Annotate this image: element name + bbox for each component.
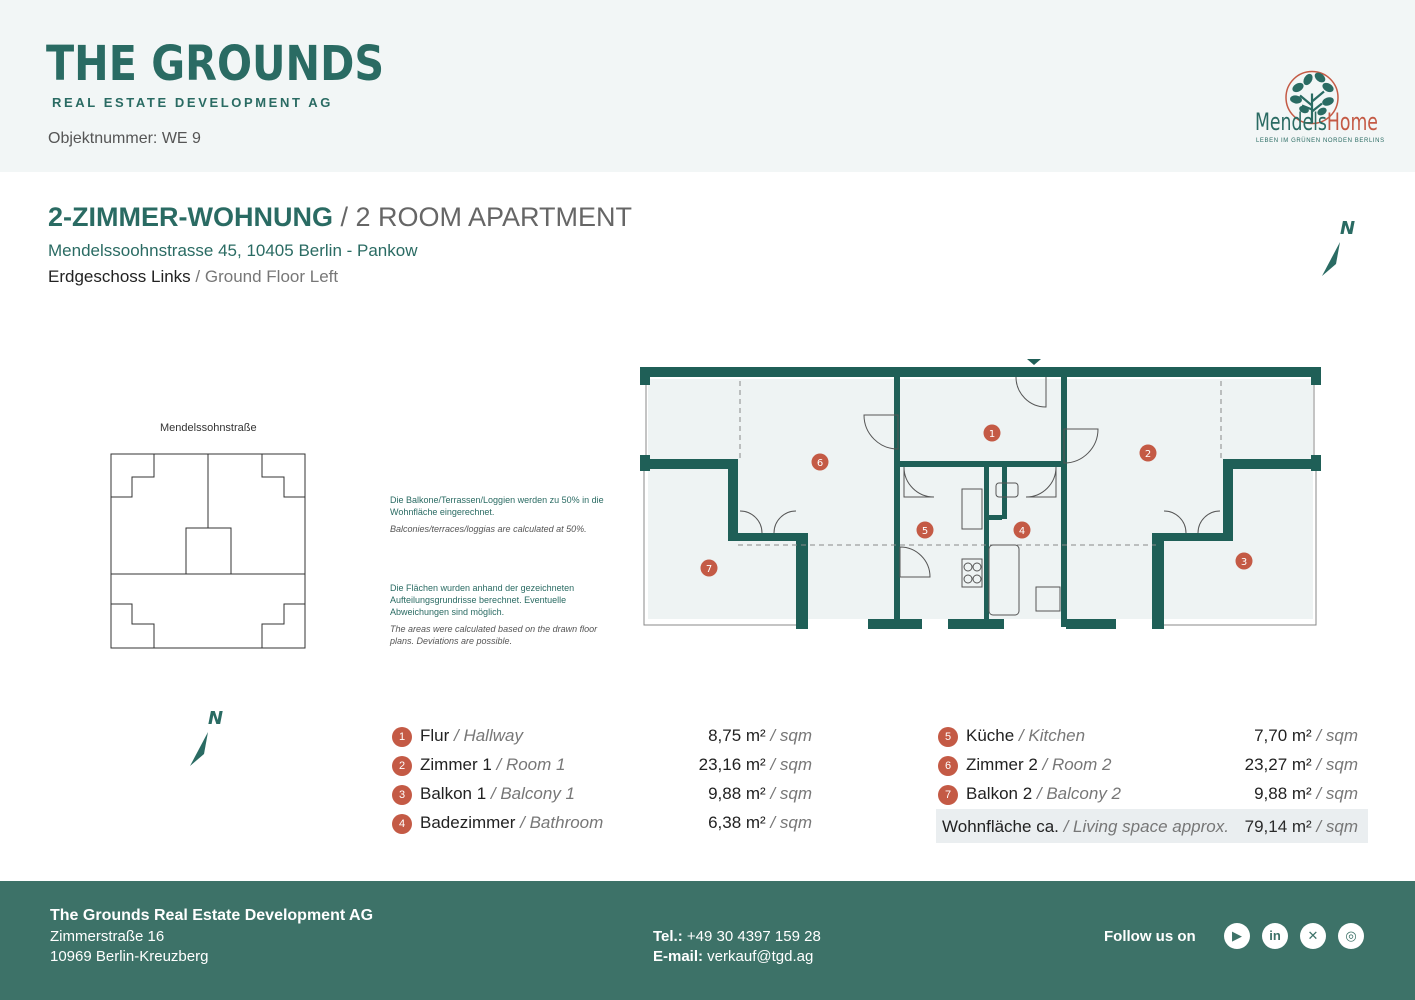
area-table-left xyxy=(392,724,812,840)
list-item: 5 Küche / Kitchen 7,70 m² / sqm xyxy=(938,724,1358,753)
room-number-badge: 7 xyxy=(938,785,958,805)
instagram-icon[interactable]: ◎ xyxy=(1338,923,1364,949)
svg-text:6: 6 xyxy=(816,458,824,469)
site-plan xyxy=(110,453,308,651)
list-item: 6 Zimmer 2 / Room 2 23,27 m² / sqm xyxy=(938,753,1358,782)
footer-street: Zimmerstraße 16 xyxy=(50,928,165,945)
partner-name: MendelsHome xyxy=(1255,108,1378,136)
page-footer xyxy=(0,881,1415,1000)
room-number-badge: 5 xyxy=(938,727,958,747)
room-number-badge: 3 xyxy=(392,785,412,805)
partner-tagline: LEBEN IM GRÜNEN NORDEN BERLINS xyxy=(1256,138,1385,144)
footer-city: 10969 Berlin-Kreuzberg xyxy=(50,948,209,965)
linkedin-icon[interactable]: in xyxy=(1262,923,1288,949)
brand-subtitle: REAL ESTATE DEVELOPMENT AG xyxy=(52,95,333,110)
north-compass-icon xyxy=(1318,212,1362,285)
page-title: 2-ZIMMER-WOHNUNG / 2 ROOM APARTMENT xyxy=(48,202,633,232)
room-number-badge: 6 xyxy=(938,756,958,776)
address: Mendelssoohnstrasse 45, 10405 Berlin - Pankow xyxy=(48,241,418,260)
floor-plan xyxy=(636,355,1326,635)
list-item: 3 Balkon 1 / Balcony 1 9,88 m² / sqm xyxy=(392,782,812,811)
footer-company: The Grounds Real Estate Development AG xyxy=(50,907,374,924)
balcony-note-en: Balconies/terraces/loggias are calculated at 50%. xyxy=(390,524,587,534)
areas-note: Die Flächen wurden anhand der gezeichneten Aufteilungsgrundrisse berechnet. Eventuelle Abweichungen sind möglich. xyxy=(390,583,575,617)
footer-email[interactable]: E-mail: verkauf@tgd.ag xyxy=(653,948,814,965)
xing-icon[interactable]: ✕ xyxy=(1300,923,1326,949)
list-item: 4 Badezimmer / Bathroom 6,38 m² / sqm xyxy=(392,811,812,840)
svg-text:4: 4 xyxy=(1018,526,1026,537)
living-space-total: Wohnfläche ca. / Living space approx. 79,14 m² / sqm xyxy=(936,809,1368,843)
object-number: Objektnummer: WE 9 xyxy=(48,130,201,147)
room-number-badge: 4 xyxy=(392,814,412,834)
site-north-compass-icon xyxy=(186,702,230,775)
page-header xyxy=(0,0,1415,172)
list-item: 7 Balkon 2 / Balcony 2 9,88 m² / sqm xyxy=(938,782,1358,811)
footer-phone[interactable]: Tel.: +49 30 4397 159 28 xyxy=(653,928,821,945)
svg-text:1: 1 xyxy=(988,429,996,440)
svg-text:N: N xyxy=(208,708,224,729)
list-item: 1 Flur / Hallway 8,75 m² / sqm xyxy=(392,724,812,753)
svg-text:2: 2 xyxy=(1144,449,1152,460)
room-number-badge: 1 xyxy=(392,727,412,747)
street-label: Mendelssohnstraße xyxy=(160,422,257,434)
youtube-icon[interactable]: ▶ xyxy=(1224,923,1250,949)
floor-label: Erdgeschoss Links / Ground Floor Left xyxy=(48,267,339,286)
svg-text:N: N xyxy=(1340,218,1356,239)
balcony-note: Die Balkone/Terrassen/Loggien werden zu 50% in die Wohnfläche eingerechnet. xyxy=(390,495,604,517)
follow-label: Follow us on xyxy=(1104,928,1196,945)
svg-text:3: 3 xyxy=(1240,557,1248,568)
area-table-right xyxy=(938,724,1358,811)
svg-text:7: 7 xyxy=(705,564,713,575)
room-number-badge: 2 xyxy=(392,756,412,776)
areas-note-en: The areas were calculated based on the drawn floor plans. Deviations are possible. xyxy=(390,624,598,646)
list-item: 2 Zimmer 1 / Room 1 23,16 m² / sqm xyxy=(392,753,812,782)
svg-text:5: 5 xyxy=(921,526,929,537)
brand-title: THE GROUNDS xyxy=(46,36,385,92)
